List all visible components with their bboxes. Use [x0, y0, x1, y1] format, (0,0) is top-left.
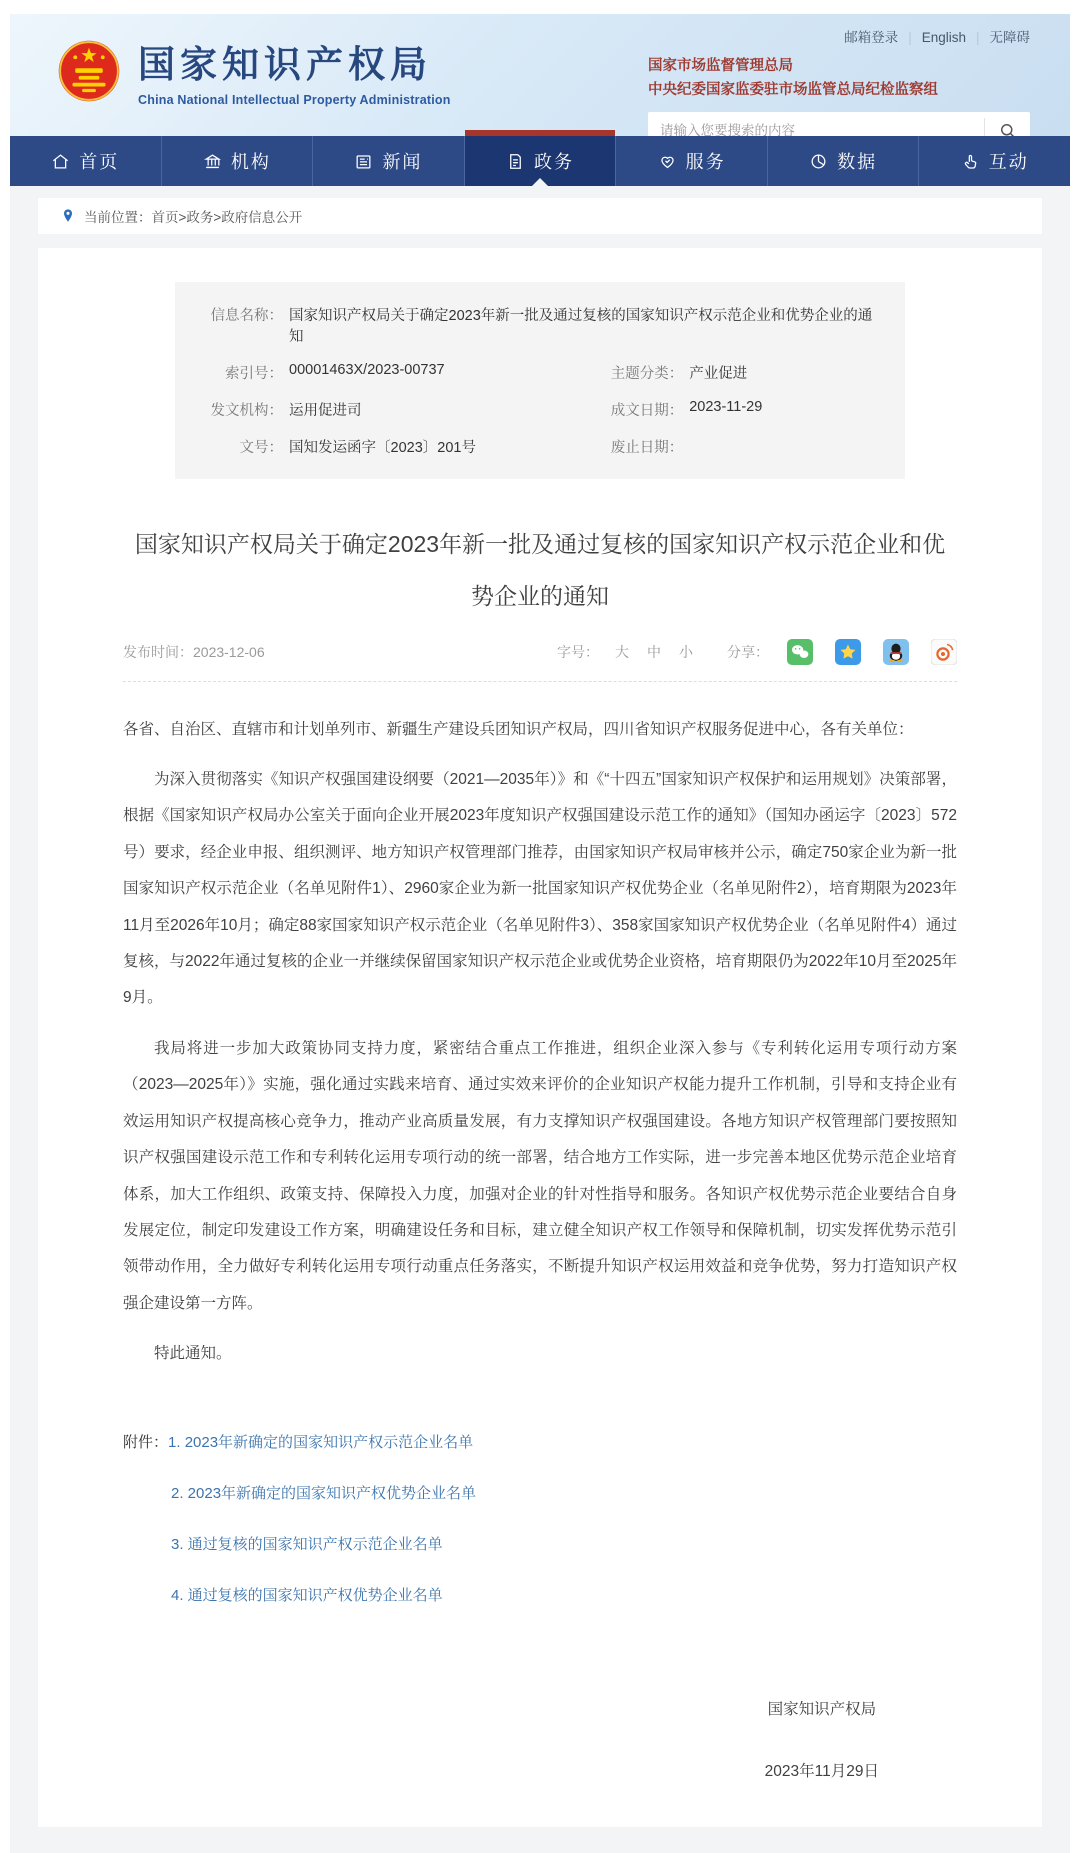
font-size-small-button[interactable]: 小 [679, 643, 693, 660]
supervision-line-1[interactable]: 国家市场监督管理总局 [648, 58, 793, 74]
attachments-section [123, 1431, 957, 1605]
link-mail-login[interactable]: 邮箱登录 [844, 30, 899, 45]
search-button[interactable] [984, 118, 1030, 136]
breadcrumb [38, 198, 1042, 234]
search-box [648, 112, 1030, 136]
issuing-agency-value: 运用促进司 [289, 403, 362, 419]
nav-tab-label: 互动 [988, 152, 1029, 172]
nav-tab-label: 服务 [685, 152, 726, 172]
salutation: 各省、自治区、直辖市和计划单列市、新疆生产建设兵团知识产权局，四川省知识产权服务促进中心，各有关单位： [123, 720, 914, 738]
topic-category-value: 产业促进 [689, 366, 748, 382]
list-item [123, 1533, 957, 1554]
share-label: 分享： [727, 643, 769, 660]
issuing-agency-label: 发文机构： [210, 403, 283, 419]
attachment-link-3[interactable]: 3. 通过复核的国家知识产权示范企业名单 [171, 1535, 443, 1553]
list-item [123, 1431, 957, 1452]
divider [123, 681, 957, 682]
issue-date-value: 2023-11-29 [689, 399, 763, 415]
site-title: 国家知识产权局 [138, 44, 432, 85]
qq-icon[interactable] [883, 639, 909, 665]
share-buttons [787, 639, 957, 665]
pie-chart-icon [809, 152, 828, 171]
index-number-value: 00001463X/2023-00737 [289, 362, 445, 378]
table-row [195, 428, 885, 465]
nav-tab-home[interactable] [10, 136, 161, 186]
font-size-large-button[interactable]: 大 [615, 643, 629, 660]
list-item [123, 1584, 957, 1605]
index-number-label: 索引号： [225, 366, 283, 382]
publish-time [123, 642, 265, 662]
issue-date-label: 成文日期： [610, 403, 684, 419]
table-row [195, 296, 885, 354]
qzone-icon[interactable] [835, 639, 861, 665]
table-row [195, 391, 885, 428]
search-input[interactable] [648, 112, 984, 136]
closing-line: 特此通知。 [154, 1345, 232, 1363]
active-tab-caret [532, 178, 548, 186]
document-icon [506, 152, 525, 171]
link-accessibility[interactable]: 无障碍 [989, 30, 1030, 45]
attachment-link-1[interactable]: 1. 2023年新确定的国家知识产权示范企业名单 [168, 1433, 474, 1451]
search-icon [998, 121, 1018, 136]
supervision-lines [648, 55, 1030, 103]
header-right [648, 26, 1030, 136]
article-body [123, 712, 957, 1373]
nav-tab-label: 数据 [837, 152, 878, 172]
article-meta-row [123, 639, 957, 665]
link-separator: | [975, 30, 980, 45]
meta-controls [557, 639, 957, 665]
site-title-english: China National Intellectual Property Administration [138, 93, 451, 107]
topic-category-label: 主题分类： [610, 366, 684, 382]
content-card [38, 248, 1042, 1827]
nav-tab-interaction[interactable] [918, 136, 1070, 186]
document-number-label: 文号： [239, 440, 283, 456]
paragraph: 我局将进一步加大政策协同支持力度，紧密结合重点工作推进，组织企业深入参与《专利转化运用专项行动方案（2023—2025年）》实施，强化通过实践来培育、通过实效来评价的企业知识产权能力提升工作机制，引导和支持企业有效运用知识产权提高核心竞争力，推动产业高质量发展，有力支撑知识产权强国建设。各地方知识产权管理部门要按照知识产权强国建设示范工作和专利转化运用专项行动的统一部署，结合地方工作实际，进一步完善本地区优势示范企业培育体系，加大工作组织、政策支持、保障投入力度，加强对企业的针对性指导和服务。各知识产权优势示范企业要结合自身发展定位，制定印发建设工作方案，明确建设任务和目标，建立健全知识产权工作领导和保障机制，切实发挥优势示范引领带动作用，全力做好专利转化运用专项行动重点任务落实，不断提升知识产权运用效益和竞争优势，努力打造知识产权强企建设第一方阵。 [123, 1039, 957, 1312]
publish-time-label: 发布时间： [123, 643, 193, 660]
attachment-link-2[interactable]: 2. 2023年新确定的国家知识产权优势企业名单 [171, 1484, 477, 1502]
national-emblem-logo [56, 38, 122, 104]
font-size-label: 字号： [557, 643, 599, 660]
signature-date: 2023年11月29日 [764, 1762, 879, 1780]
breadcrumb-label: 当前位置： [84, 210, 152, 225]
font-size-medium-button[interactable]: 中 [647, 643, 661, 660]
nav-tab-services[interactable] [615, 136, 767, 186]
info-name-value: 国家知识产权局关于确定2023年新一批及通过复核的国家知识产权示范企业和优势企业的通知 [289, 308, 873, 345]
attachment-link-4[interactable]: 4. 通过复核的国家知识产权优势企业名单 [171, 1586, 443, 1604]
table-row [195, 354, 885, 391]
supervision-line-2[interactable]: 中央纪委国家监委驻市场监管总局纪检监察组 [648, 81, 938, 98]
document-info-table [175, 282, 905, 479]
nav-tab-label: 首页 [79, 152, 120, 172]
paragraph: 为深入贯彻落实《知识产权强国建设纲要（2021—2035年）》和《“十四五”国家知识产权保护和运用规划》决策部署，根据《国家知识产权局办公室关于面向企业开展2023年度知识产权强国建设示范工作的通知》（国知办函运字〔2023〕572号）要求，经企业申报、组织测评、地方知识产权管理部门推荐，由国家知识产权局审核并公示，确定750家企业为新一批国家知识产权示范企业（名单见附件1）、2960家企业为新一批国家知识产权优势企业（名单见附件2），培育期限为2023年11月至2026年10月；确定88家国家知识产权示范企业（名单见附件3）、358家国家知识产权优势企业（名单见附件4）通过复核，与2022年通过复核的企业一并继续保留国家知识产权示范企业或优势企业资格，培育期限仍为2022年10月至2025年9月。 [123, 770, 957, 1007]
weibo-icon[interactable] [931, 639, 957, 665]
main-nav [10, 136, 1070, 186]
info-name-label: 信息名称： [210, 308, 283, 324]
page-body [10, 186, 1070, 1853]
location-pin-icon [60, 208, 76, 224]
nav-tab-data[interactable] [767, 136, 919, 186]
news-icon [354, 152, 373, 171]
top-links [648, 26, 1030, 46]
home-icon [51, 152, 70, 171]
nav-tab-institution[interactable] [161, 136, 313, 186]
breadcrumb-path[interactable]: 首页>政务>政府信息公开 [151, 210, 303, 225]
attachments-label: 附件： [123, 1433, 169, 1451]
document-number-value: 国知发运函字〔2023〕201号 [289, 440, 476, 456]
service-heart-icon [658, 152, 677, 171]
nav-tab-government-affairs[interactable] [464, 136, 616, 186]
signature-block [765, 1697, 879, 1781]
repeal-date-label: 废止日期： [610, 440, 684, 456]
nav-tab-label: 政务 [534, 152, 575, 172]
wechat-icon[interactable] [787, 639, 813, 665]
hand-pointer-icon [961, 152, 980, 171]
nav-tab-label: 机构 [230, 152, 271, 172]
signature-organization: 国家知识产权局 [767, 1700, 877, 1718]
list-item [123, 1482, 957, 1503]
nav-tab-news[interactable] [312, 136, 464, 186]
bank-icon [203, 152, 222, 171]
nav-tab-label: 新闻 [382, 152, 423, 172]
publish-time-value: 2023-12-06 [193, 643, 265, 660]
link-english[interactable]: English [921, 30, 966, 45]
site-header [10, 14, 1070, 136]
link-separator: | [908, 30, 912, 45]
site-titles [138, 34, 451, 107]
page-title: 国家知识产权局关于确定2023年新一批及通过复核的国家知识产权示范企业和优势企业的通知 [134, 531, 946, 609]
